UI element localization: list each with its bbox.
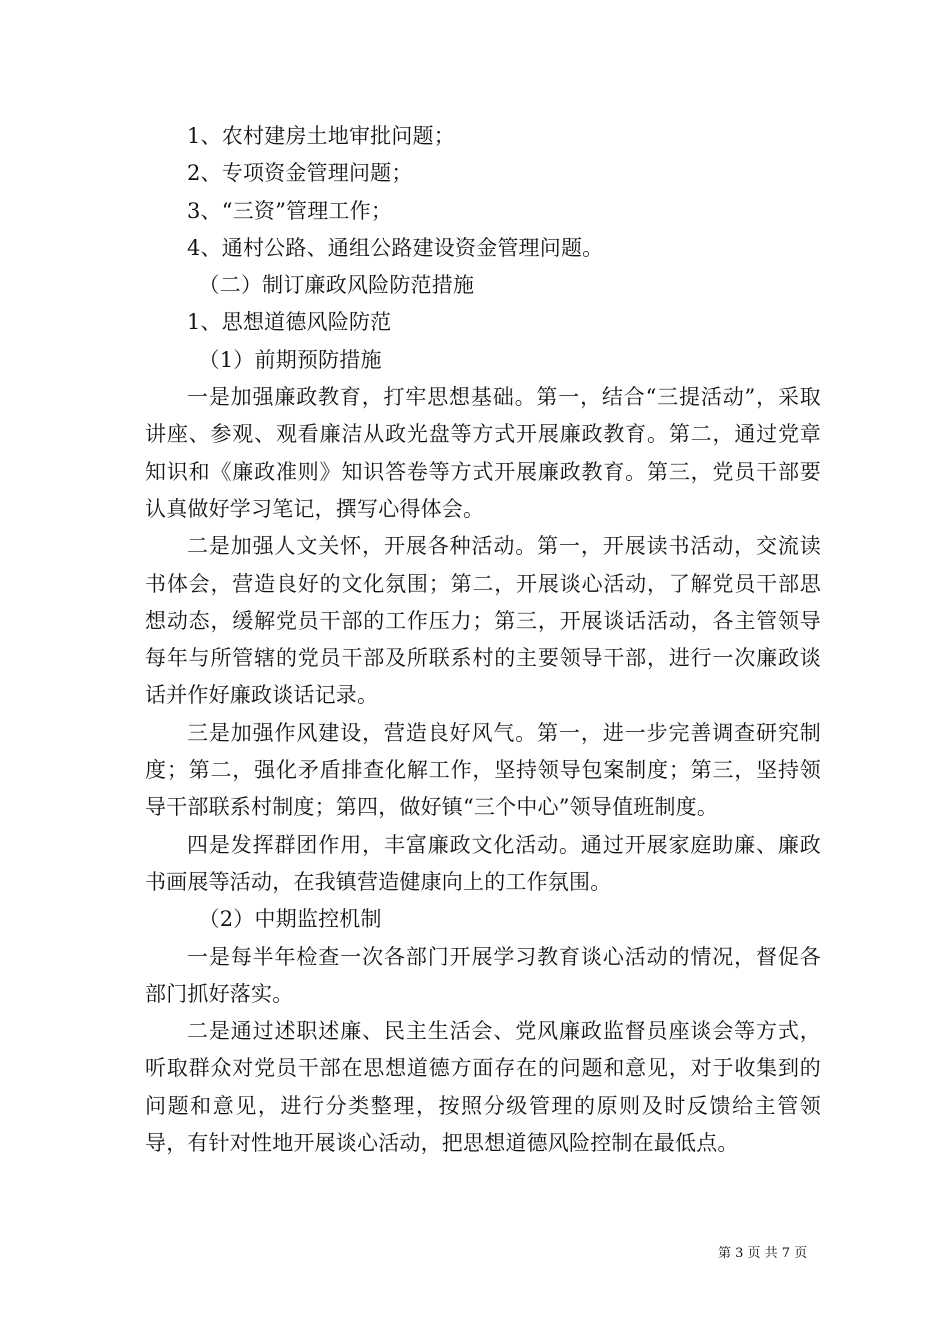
document-body [145,118,821,1162]
paragraph-education: 一是加强廉政教育，打牢思想基础。第一，结合“三提活动”，采取讲座、参观、观看廉洁从政光盘等方式开展廉政教育。第二，通过党章知识和《廉政准则》知识答卷等方式开展廉政教育。第三，党员干部要认真做好学习笔记，撰写心得体会。 [145,385,821,521]
list-item-rural-housing: 1、农村建房土地审批问题； [187,124,455,148]
paragraph-feedback: 二是通过述职述廉、民主生活会、党风廉政监督员座谈会等方式，听取群众对党员干部在思想道德方面存在的问题和意见，对于收集到的问题和意见，进行分类整理，按照分级管理的原则及时反馈给主管领导，有针对性地开展谈心活动，把思想道德风险控制在最低点。 [145,1019,821,1156]
paragraph-humanistic-care: 二是加强人文关怀，开展各种活动。第一，开展读书活动，交流读书体会，营造良好的文化氛围；第二，开展谈心活动，了解党员干部思想动态，缓解党员干部的工作压力；第三，开展谈话活动，各主管领导每年与所管辖的党员干部及所联系村的主要领导干部，进行一次廉政谈话并作好廉政谈话记录。 [145,534,821,708]
subsection-heading-moral-risk: 1、思想道德风险防范 [187,310,392,335]
list-item-road-funds: 4、通村公路、通组公路建设资金管理问题。 [187,235,604,260]
page-number-footer: 第 3 页 共 7 页 [718,1246,808,1261]
subsection-heading-prevention: （1）前期预防措施 [198,347,382,372]
list-item-three-assets: 3、“三资”管理工作； [187,198,393,223]
paragraph-mass-organizations: 四是发挥群团作用，丰富廉政文化活动。通过开展家庭助廉、廉政书画展等活动，在我镇营造健康向上的工作氛围。 [145,832,821,894]
paragraph-semiannual-check: 一是每半年检查一次各部门开展学习教育谈心活动的情况，督促各部门抓好落实。 [145,944,821,1006]
list-item-special-funds: 2、专项资金管理问题； [187,161,413,186]
subsection-heading-monitoring: （2）中期监控机制 [198,907,382,932]
section-heading-measures: （二）制订廉政风险防范措施 [198,273,475,298]
paragraph-work-style: 三是加强作风建设，营造良好风气。第一，进一步完善调查研究制度；第二，强化矛盾排查化解工作，坚持领导包案制度；第三，坚持领导干部联系村制度；第四，做好镇“三个中心”领导值班制度。 [145,720,821,820]
